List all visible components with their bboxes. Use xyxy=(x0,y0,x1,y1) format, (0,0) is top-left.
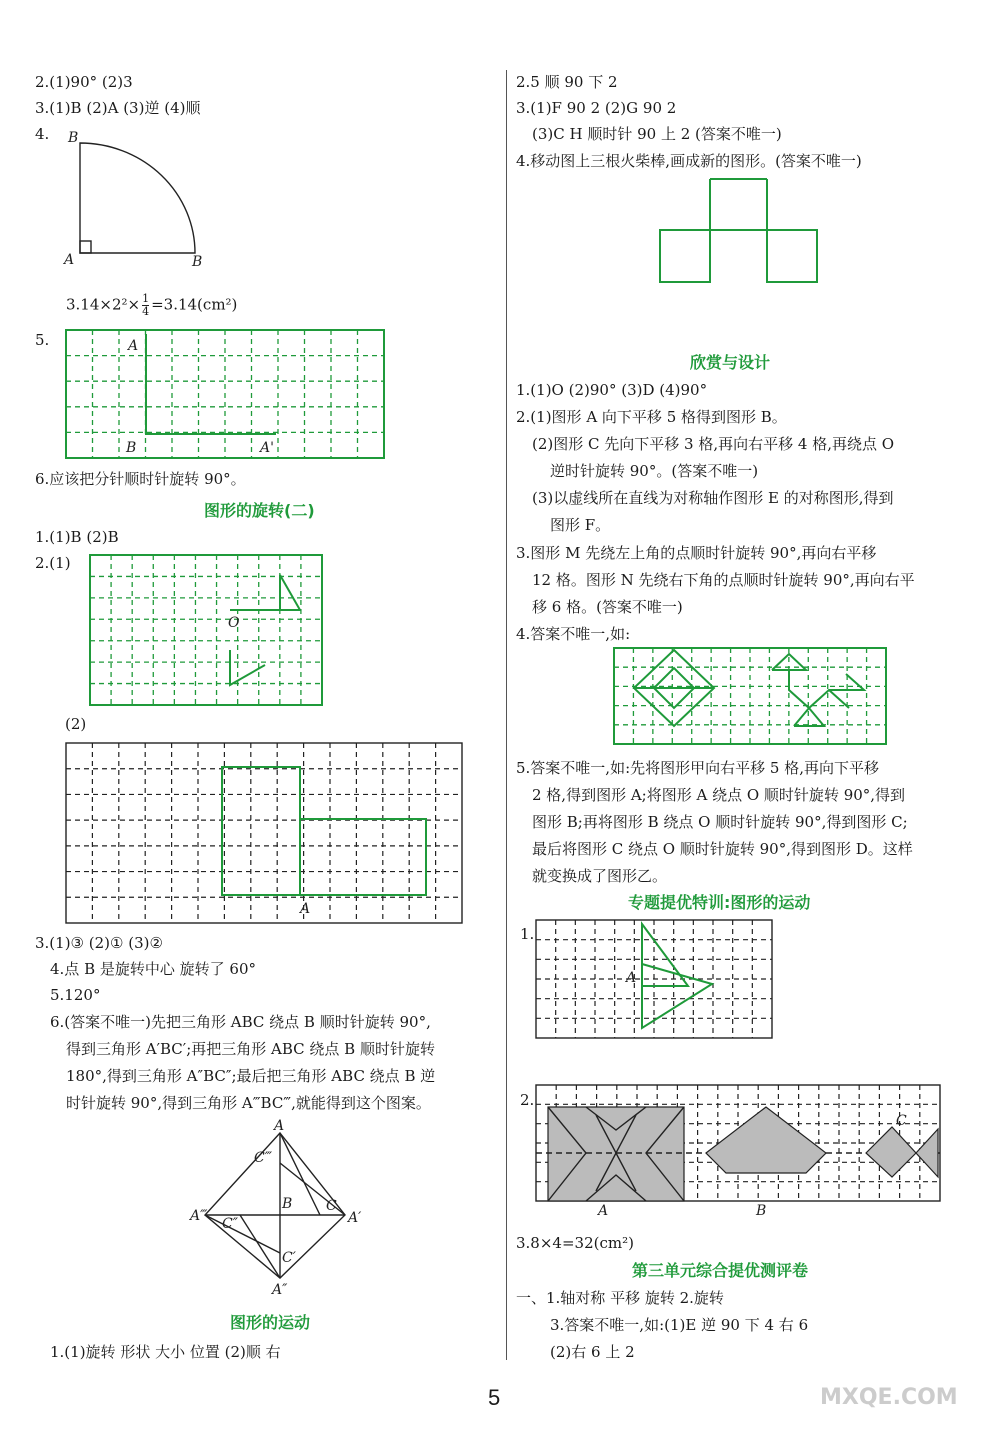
r-answer-4: 4.移动图上三根火柴棒,画成新的图形。(答案不唯一) xyxy=(516,152,862,170)
rot-answer-6-line2: 得到三角形 A′BC′;再把三角形 ABC 绕点 B 顺时针旋转 xyxy=(66,1040,435,1058)
design-answer-5b: 2 格,得到图形 A;将图形 A 绕点 O 顺时针旋转 90°,得到 xyxy=(532,786,906,804)
label-c-prime: C′ xyxy=(282,1250,296,1266)
triangle-rotation-figure xyxy=(190,1118,380,1298)
rot-answer-5: 5.120° xyxy=(50,986,101,1004)
section-title-unit: 第三单元综合提优测评卷 xyxy=(632,1261,809,1280)
quarter-circle-figure xyxy=(60,128,220,268)
column-divider xyxy=(506,70,507,1360)
rot-answer-2: 2.(1) xyxy=(35,554,71,572)
answer-3: 3.(1)B (2)A (3)逆 (4)顺 xyxy=(35,99,201,117)
rot-answer-6-line3: 180°,得到三角形 A″BC″;最后把三角形 ABC 绕点 B 逆 xyxy=(66,1067,436,1085)
design-answer-1: 1.(1)O (2)90° (3)D (4)90° xyxy=(516,381,708,399)
answer-6: 6.应该把分针顺时针旋转 90°。 xyxy=(35,470,246,488)
label-c: C xyxy=(896,1113,907,1129)
design-answer-2c: 逆时针旋转 90°。(答案不唯一) xyxy=(550,462,759,480)
section-title-design: 欣赏与设计 xyxy=(690,353,771,372)
answer-5: 5. xyxy=(35,331,50,349)
grid-r2-2 xyxy=(66,743,466,925)
page-number: 5 xyxy=(488,1385,501,1410)
rot-answer-2-part2: (2) xyxy=(65,715,87,733)
label-a: A xyxy=(598,1203,609,1219)
design-answer-5c: 图形 B;再将图形 B 绕点 O 顺时针旋转 90°,得到图形 C; xyxy=(532,813,908,831)
label-b-right: B xyxy=(192,254,203,270)
design-answer-3a: 3.图形 M 先绕左上角的点顺时针旋转 90°,再向右平移 xyxy=(516,544,877,562)
label-c: C xyxy=(326,1198,337,1214)
rot-answer-1: 1.(1)B (2)B xyxy=(35,528,119,546)
design-answer-2d: (3)以虚线所在直线为对称轴作图形 E 的对称图形,得到 xyxy=(532,489,894,507)
r-answer-2: 2.5 顺 90 下 2 xyxy=(516,73,618,91)
label-b: B xyxy=(126,440,137,456)
matchstick-figure xyxy=(655,175,825,290)
rot-answer-3: 3.(1)③ (2)① (3)② xyxy=(35,934,163,952)
label-a: A xyxy=(626,970,637,986)
grid-design-4 xyxy=(614,648,889,746)
design-answer-5d: 最后将图形 C 绕点 O 顺时针旋转 90°,得到图形 D。这样 xyxy=(532,840,913,858)
special-answer-1: 1. xyxy=(520,925,535,943)
r-answer-3b: (3)C H 顺时针 90 上 2 (答案不唯一) xyxy=(532,125,782,143)
design-answer-3c: 移 6 格。(答案不唯一) xyxy=(532,598,683,616)
design-answer-5e: 就变换成了图形乙。 xyxy=(532,867,668,885)
label-a-prime: A′ xyxy=(348,1210,362,1226)
label-a: A xyxy=(274,1118,285,1134)
answer-2: 2.(1)90° (2)3 xyxy=(35,73,133,91)
watermark-logo: MXQE.COM xyxy=(820,1385,958,1410)
section-title-rotation-2: 图形的旋转(二) xyxy=(204,501,315,520)
label-c-triple: C‴ xyxy=(254,1150,272,1166)
design-answer-2a: 2.(1)图形 A 向下平移 5 格得到图形 B。 xyxy=(516,408,787,426)
label-a: A xyxy=(300,901,311,917)
rot-answer-4: 4.点 B 是旋转中心 旋转了 60° xyxy=(50,960,256,978)
unit-answer-3a: 3.答案不唯一,如:(1)E 逆 90 下 4 右 6 xyxy=(550,1316,809,1334)
design-answer-2b: (2)图形 C 先向下平移 3 格,再向右平移 4 格,再绕点 O xyxy=(532,435,895,453)
label-b: B xyxy=(756,1203,767,1219)
label-b: B xyxy=(282,1196,293,1212)
motion-answer-1: 1.(1)旋转 形状 大小 位置 (2)顺 右 xyxy=(50,1343,281,1361)
section-title-motion: 图形的运动 xyxy=(230,1313,311,1332)
area-formula: 3.14×2²× $\frac{1}{4}$ =3.14(cm²) xyxy=(66,292,238,318)
answer-4: 4. xyxy=(35,125,50,143)
section-title-special: 专题提优特训:图形的运动 xyxy=(628,893,811,912)
label-a-double: A″ xyxy=(272,1282,288,1298)
label-a: A xyxy=(64,252,75,268)
unit-answer-1: 一、1.轴对称 平移 旋转 2.旋转 xyxy=(516,1289,724,1307)
label-o: O xyxy=(228,615,240,631)
grid-special-2 xyxy=(536,1085,946,1219)
design-answer-4: 4.答案不唯一,如: xyxy=(516,625,631,643)
rot-answer-6-line4: 时针旋转 90°,得到三角形 A‴BC‴,就能得到这个图案。 xyxy=(66,1094,431,1112)
grid-r2-1 xyxy=(90,555,325,707)
grid-q5 xyxy=(66,330,386,460)
label-a-triple: A‴ xyxy=(190,1208,208,1224)
label-c-double: C″ xyxy=(222,1216,238,1232)
design-answer-5a: 5.答案不唯一,如:先将图形甲向右平移 5 格,再向下平移 xyxy=(516,759,879,777)
special-answer-2: 2. xyxy=(520,1091,535,1109)
label-a: A xyxy=(128,338,139,354)
unit-answer-3b: (2)右 6 上 2 xyxy=(550,1343,635,1361)
design-answer-2e: 图形 F。 xyxy=(550,516,611,534)
rot-answer-6-line1: 6.(答案不唯一)先把三角形 ABC 绕点 B 顺时针旋转 90°, xyxy=(50,1013,431,1031)
label-b-top: B xyxy=(68,130,79,146)
r-answer-3a: 3.(1)F 90 2 (2)G 90 2 xyxy=(516,99,677,117)
design-answer-3b: 12 格。图形 N 先绕右下角的点顺时针旋转 90°,再向右平 xyxy=(532,571,915,589)
grid-special-1 xyxy=(536,920,776,1040)
label-a-prime: A' xyxy=(260,440,274,456)
special-answer-3: 3.8×4=32(cm²) xyxy=(516,1234,634,1252)
